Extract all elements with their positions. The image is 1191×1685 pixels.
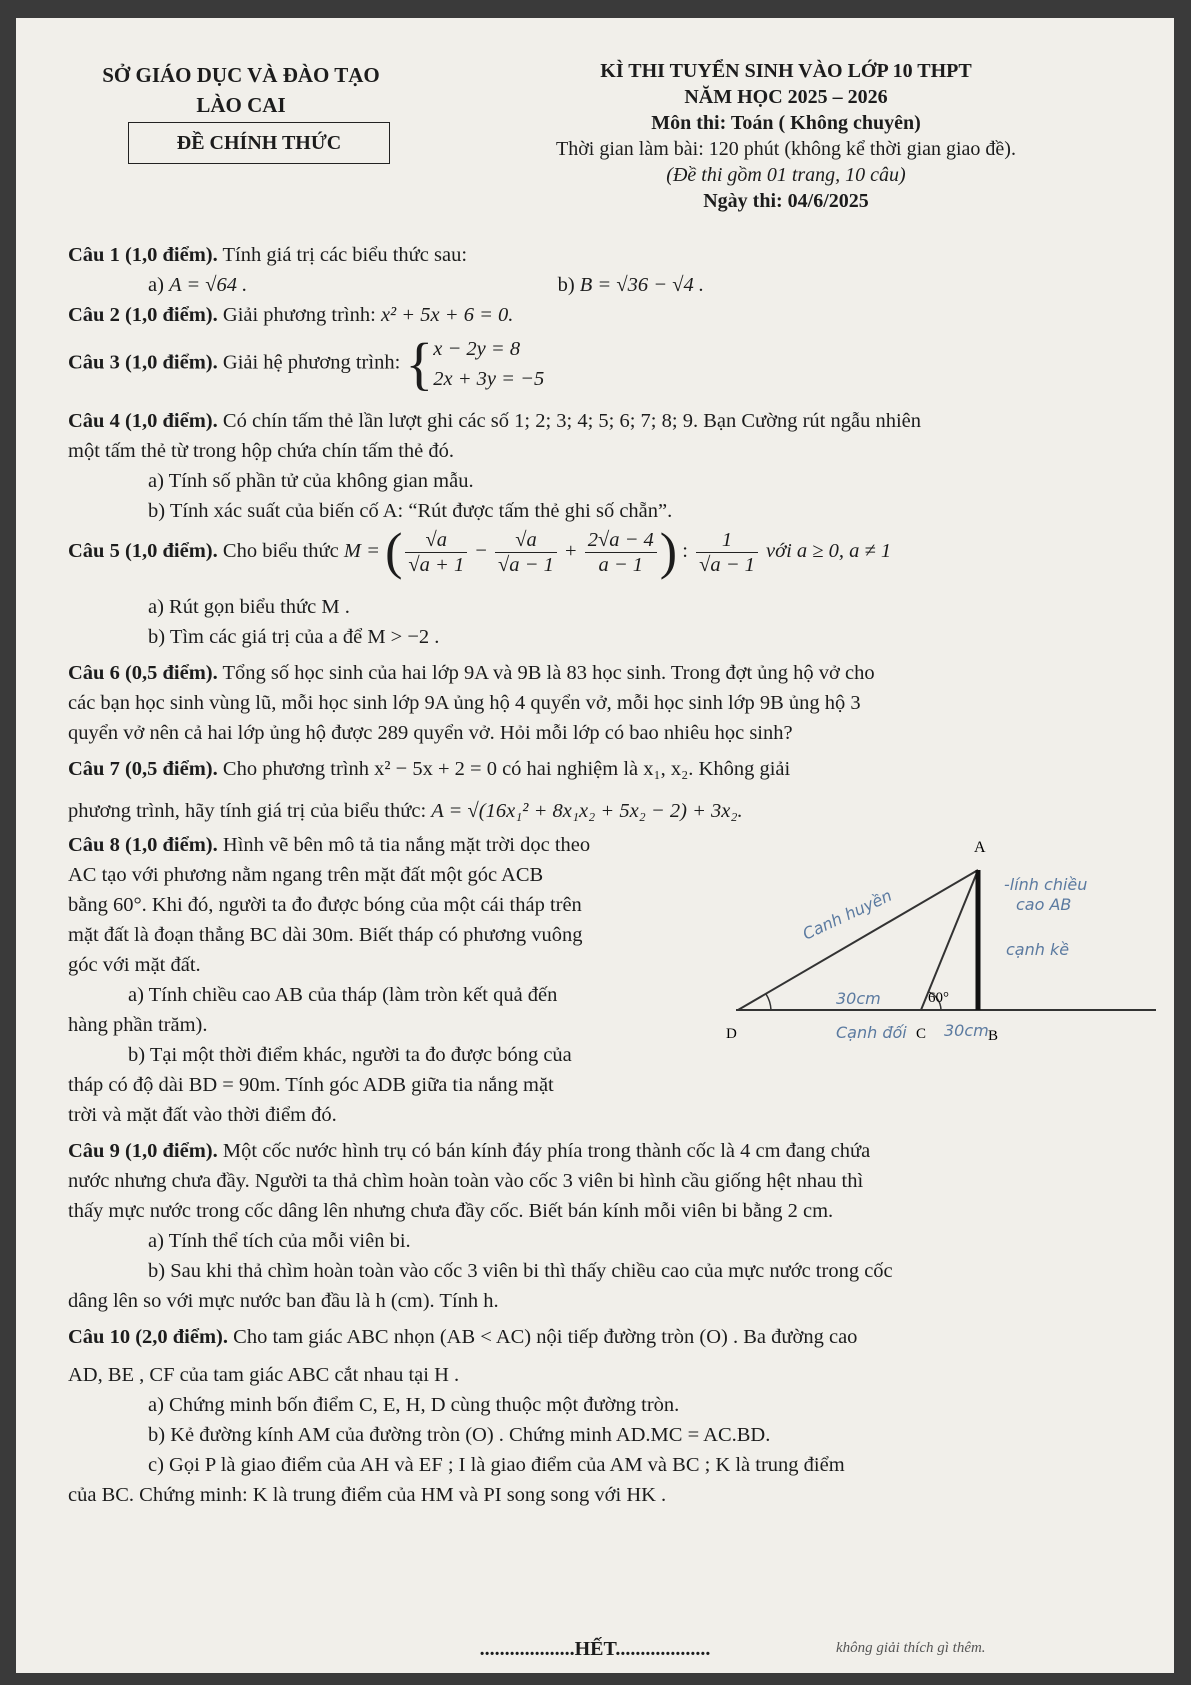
question-3 bbox=[68, 331, 545, 396]
q2-expr: x² + 5x + 6 = 0. bbox=[380, 304, 514, 326]
q9-text: Một cốc nước hình trụ có bán kính đáy phía trong thành cốc là 4 cm đang chứa bbox=[222, 1140, 871, 1162]
end-marker: ...................HẾT................... bbox=[479, 1638, 711, 1660]
q8-l10: trời và mặt đất vào thời điểm đó. bbox=[68, 1104, 337, 1126]
q4-text: Có chín tấm thẻ lần lượt ghi các số 1; 2; 3; 4; 5; 6; 7; 8; 9. Bạn Cường rút ngẫu nhiên bbox=[222, 410, 922, 432]
q2-label: Câu 2 (1,0 điểm). bbox=[68, 304, 218, 326]
label-D: D bbox=[726, 1026, 737, 1042]
q6-text3: quyển vở nên cả hai lớp ủng hộ được 289 quyển vở. Hỏi mỗi lớp có bao nhiêu học sinh? bbox=[68, 722, 793, 744]
header-department bbox=[76, 60, 406, 120]
question-10 bbox=[68, 1322, 857, 1510]
angle-D-arc bbox=[766, 994, 771, 1010]
equation-system bbox=[433, 334, 544, 394]
q8-l7: hàng phần trăm). bbox=[68, 1014, 208, 1036]
q4-text2: một tấm thẻ từ trong hộp chứa chín tấm thẻ đó. bbox=[68, 440, 455, 462]
question-9 bbox=[68, 1136, 893, 1316]
q4-a: a) Tính số phần tử của không gian mẫu. bbox=[148, 470, 474, 492]
header-exam bbox=[436, 58, 1136, 214]
pages-note: (Đề thi gồm 01 trang, 10 câu) bbox=[666, 164, 906, 186]
q6-text2: các bạn học sinh vùng lũ, mỗi học sinh lớp 9A ủng hộ 4 quyển vở, mỗi học sinh lớp 9B ủng hộ 3 bbox=[68, 692, 861, 714]
official-box: ĐỀ CHÍNH THỨC bbox=[128, 122, 390, 164]
note-height2: cao AB bbox=[1016, 895, 1072, 914]
q8-l1: Hình vẽ bên mô tả tia nắng mặt trời dọc theo bbox=[222, 834, 591, 856]
q1-b-expr: B = √36 − √4 . bbox=[579, 274, 704, 296]
exam-time: Thời gian làm bài: 120 phút (không kể thời gian giao đề). bbox=[556, 138, 1016, 160]
q9-a: a) Tính thể tích của mỗi viên bi. bbox=[148, 1230, 411, 1252]
question-7 bbox=[68, 754, 790, 826]
q8-l5: góc với mặt đất. bbox=[68, 954, 201, 976]
frac3-den: a − 1 bbox=[598, 554, 644, 576]
q7-text: Cho phương trình x² − 5x + 2 = 0 có hai nghiệm là x₁, x₂. Không giải bbox=[222, 758, 791, 780]
q8-l9: tháp có độ dài BD = 90m. Tính góc ADB giữa tia nắng mặt bbox=[68, 1074, 554, 1096]
q2-text: Giải phương trình: bbox=[222, 304, 376, 326]
q10-a: a) Chứng minh bốn điểm C, E, H, D cùng thuộc một đường tròn. bbox=[148, 1394, 680, 1416]
q10-label: Câu 10 (2,0 điểm). bbox=[68, 1326, 229, 1348]
q6-text: Tổng số học sinh của hai lớp 9A và 9B là 83 học sinh. Trong đợt ủng hộ vở cho bbox=[222, 662, 875, 684]
frac4-den: √a − 1 bbox=[699, 554, 755, 576]
q8-l4: mặt đất là đoạn thẳng BC dài 30m. Biết tháp có phương vuông bbox=[68, 924, 583, 946]
q4-label: Câu 4 (1,0 điểm). bbox=[68, 410, 218, 432]
q9-text2: nước nhưng chưa đầy. Người ta thả chìm hoàn toàn vào cốc 3 viên bi hình cầu giống hệt nhau thì bbox=[68, 1170, 864, 1192]
label-angle: 60° bbox=[928, 990, 949, 1006]
frac1-num: √a bbox=[405, 528, 467, 553]
fraction-3 bbox=[585, 528, 657, 577]
q10-c: c) Gọi P là giao điểm của AH và EF ; I là giao điểm của AM và BC ; K là trung điểm bbox=[148, 1454, 845, 1476]
q10-c2: của BC. Chứng minh: K là trung điểm của HM và PI song song với HK . bbox=[68, 1484, 667, 1506]
question-6 bbox=[68, 658, 875, 748]
end-note: không giải thích gì thêm. bbox=[836, 1640, 986, 1656]
exam-year: NĂM HỌC 2025 – 2026 bbox=[684, 86, 888, 108]
note-opposite: Cạnh đối bbox=[836, 1023, 907, 1042]
exam-date: Ngày thi: 04/6/2025 bbox=[703, 190, 869, 212]
note-height1: -lính chiều bbox=[1004, 875, 1088, 894]
q9-label: Câu 9 (1,0 điểm). bbox=[68, 1140, 218, 1162]
q1-a-expr: A = √64 . bbox=[169, 274, 248, 296]
q7-text2: phương trình, hãy tính giá trị của biểu thức: bbox=[68, 800, 427, 822]
system-brace: { bbox=[405, 331, 434, 396]
q3-eq2: 2x + 3y = −5 bbox=[433, 368, 545, 390]
exam-subject: Môn thi: Toán ( Không chuyên) bbox=[651, 112, 921, 134]
note-30-right: 30cm bbox=[944, 1021, 989, 1040]
fraction-4 bbox=[696, 528, 758, 577]
q5-condition: với a ≥ 0, a ≠ 1 bbox=[766, 540, 892, 563]
q8-l6: a) Tính chiều cao AB của tháp (làm tròn kết quả đến bbox=[128, 984, 558, 1006]
q9-text3: thấy mực nước trong cốc dâng lên nhưng chưa đầy cốc. Biết bán kính mỗi viên bi bằng 2 cm. bbox=[68, 1200, 834, 1222]
paren-open: ( bbox=[385, 523, 403, 581]
q7-expr: A = √(16x₁² + 8x₁x₂ + 5x₂ − 2) + 3x₂. bbox=[431, 800, 743, 822]
q3-eq1: x − 2y = 8 bbox=[433, 338, 521, 360]
q5-b: b) Tìm các giá trị của a để M > −2 . bbox=[148, 626, 440, 648]
q8-l8: b) Tại một thời điểm khác, người ta đo được bóng của bbox=[128, 1044, 572, 1066]
frac1-den: √a + 1 bbox=[408, 554, 465, 576]
q5-label: Câu 5 (1,0 điểm). bbox=[68, 540, 218, 563]
note-adjacent: cạnh kề bbox=[1006, 940, 1070, 959]
q7-label: Câu 7 (0,5 điểm). bbox=[68, 758, 218, 780]
label-A: A bbox=[974, 839, 986, 856]
question-5: Câu 5 (1,0 điểm). Cho biểu thức M = ( $\frac{√a}{√a + 1}$ − $\frac{√a}{√a - 1}$ + $\frac{2√a - 4}{a - 1}$ ) : $\frac{1}{√a - 1}$ với a ≥ 0, a ≠ 1 a) Rút gọn biểu thức M . b) Tìm các giá trị của a để M > −2 . bbox=[68, 528, 891, 652]
q3-text: Giải hệ phương trình: bbox=[222, 351, 401, 374]
question-2 bbox=[68, 300, 513, 330]
tower-figure bbox=[716, 830, 1161, 1045]
dept-line1: SỞ GIÁO DỤC VÀ ĐÀO TẠO bbox=[102, 63, 380, 87]
frac3-num: 2√a − 4 bbox=[585, 528, 657, 553]
note-hypotenuse: Canh huyền bbox=[799, 885, 895, 944]
q9-b2: dâng lên so với mực nước ban đầu là h (cm). Tính h. bbox=[68, 1290, 499, 1312]
note-30-left: 30cm bbox=[836, 989, 881, 1008]
frac2-num: √a bbox=[495, 528, 557, 553]
label-B: B bbox=[988, 1028, 999, 1044]
q1-text: Tính giá trị các biểu thức sau: bbox=[222, 244, 468, 266]
q8-l3: bằng 60°. Khi đó, người ta đo được bóng của một cái tháp trên bbox=[68, 894, 582, 916]
label-C: C bbox=[916, 1026, 927, 1042]
q1-label: Câu 1 (1,0 điểm). bbox=[68, 244, 218, 266]
q9-b: b) Sau khi thả chìm hoàn toàn vào cốc 3 viên bi thì thấy chiều cao của mực nước trong cốc bbox=[148, 1260, 893, 1282]
q6-label: Câu 6 (0,5 điểm). bbox=[68, 662, 218, 684]
q1-a-label: a) bbox=[148, 274, 164, 296]
q5-a: a) Rút gọn biểu thức M . bbox=[148, 596, 350, 618]
q10-b: b) Kẻ đường kính AM của đường tròn (O) . Chứng minh AD.MC = AC.BD. bbox=[148, 1424, 771, 1446]
question-8 bbox=[68, 830, 708, 1130]
frac4-num: 1 bbox=[696, 528, 758, 553]
q3-label: Câu 3 (1,0 điểm). bbox=[68, 351, 218, 374]
question-4 bbox=[68, 406, 921, 526]
fraction-2 bbox=[495, 528, 557, 577]
q5-M: M = bbox=[343, 540, 380, 563]
frac2-den: √a − 1 bbox=[498, 554, 554, 576]
q1-b-label: b) bbox=[557, 274, 575, 296]
dept-line2: LÀO CAI bbox=[196, 93, 286, 117]
q8-l2: AC tạo với phương nằm ngang trên mặt đất một góc ACB bbox=[68, 864, 544, 886]
question-1 bbox=[68, 240, 704, 300]
exam-sheet bbox=[16, 18, 1174, 1673]
paren-close: ) bbox=[659, 523, 678, 581]
fraction-1 bbox=[405, 528, 467, 577]
sun-ray-AC bbox=[921, 870, 978, 1010]
exam-title: KÌ THI TUYỂN SINH VÀO LỚP 10 THPT bbox=[600, 60, 972, 82]
q10-text2: AD, BE , CF của tam giác ABC cắt nhau tại H . bbox=[68, 1364, 460, 1386]
q5-text: Cho biểu thức bbox=[222, 540, 339, 563]
q4-b: b) Tính xác suất của biến cố A: “Rút được tấm thẻ ghi số chẵn”. bbox=[148, 500, 673, 522]
q10-text: Cho tam giác ABC nhọn (AB < AC) nội tiếp đường tròn (O) . Ba đường cao bbox=[233, 1326, 858, 1348]
q8-label: Câu 8 (1,0 điểm). bbox=[68, 834, 218, 856]
